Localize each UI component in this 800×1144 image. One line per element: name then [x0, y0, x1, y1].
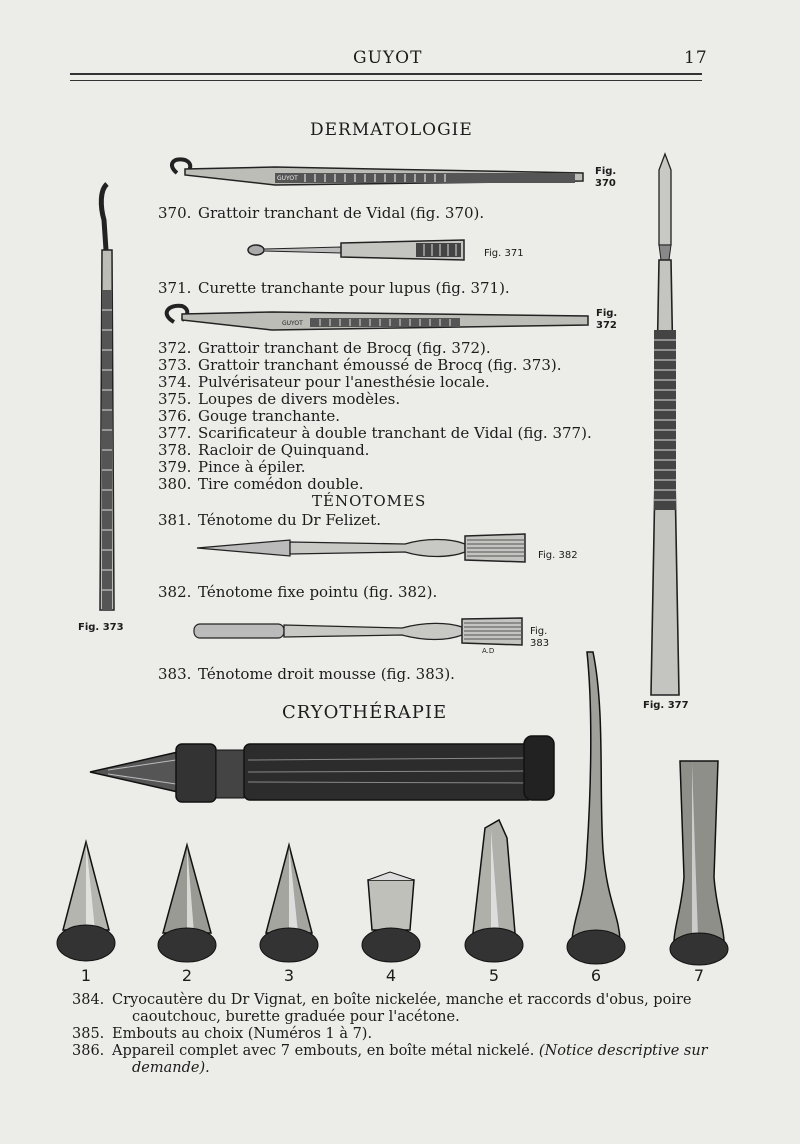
fig-label-370: Fig. 370	[595, 166, 617, 189]
list-item: 382. Ténotome fixe pointu (fig. 382).	[158, 583, 438, 601]
embout-7-illustration	[668, 757, 730, 965]
grattoir-vidal-illustration	[165, 155, 590, 190]
list-item: 379. Pince à épiler.	[158, 458, 306, 476]
tenotome-pointu-illustration	[195, 530, 530, 566]
fig-label-377: Fig. 377	[643, 700, 689, 711]
list-item: 381. Ténotome du Dr Felizet.	[158, 511, 381, 529]
curette-lupus-illustration	[246, 238, 471, 262]
header-rule-thin	[70, 80, 702, 81]
list-item: 384. Cryocautère du Dr Vignat, en boîte nickelée, manche et raccords d'obus, poire	[72, 992, 692, 1008]
tip-number-4: 4	[385, 966, 397, 985]
section-title-tenotomes: TÉNOTOMES	[312, 492, 427, 510]
grattoir-brocq-illustration	[160, 300, 592, 334]
list-item: 383. Ténotome droit mousse (fig. 383).	[158, 665, 455, 683]
tenotome-mousse-illustration	[192, 615, 527, 655]
list-item: 386. Appareil complet avec 7 embouts, en boîte métal nickelé. (Notice descriptive sur	[72, 1043, 708, 1059]
list-item: 370. Grattoir tranchant de Vidal (fig. 370).	[158, 204, 485, 222]
list-item: 371. Curette tranchante pour lupus (fig. 371).	[158, 279, 510, 297]
tip-number-2: 2	[181, 966, 193, 985]
header-rule	[70, 73, 702, 75]
embout-6-illustration	[565, 650, 627, 965]
list-item: 373. Grattoir tranchant émoussé de Brocq (fig. 373).	[158, 356, 562, 374]
list-item: 380. Tire comédon double.	[158, 475, 364, 493]
list-item: 372. Grattoir tranchant de Brocq (fig. 372).	[158, 339, 491, 357]
instrument-mark: GUYOT	[282, 320, 303, 327]
tip-number-7: 7	[693, 966, 705, 985]
running-header: GUYOT	[353, 48, 423, 68]
section-title-cryotherapie: CRYOTHÉRAPIE	[282, 702, 448, 723]
embout-1-illustration	[55, 840, 117, 965]
cryocautere-handle-illustration	[88, 730, 558, 805]
list-item: 385. Embouts au choix (Numéros 1 à 7).	[72, 1026, 373, 1042]
tip-number-3: 3	[283, 966, 295, 985]
fig-label-372: Fig. 372	[596, 308, 618, 331]
embout-3-illustration	[258, 843, 320, 965]
list-item: 376. Gouge tranchante.	[158, 407, 341, 425]
tip-number-1: 1	[80, 966, 92, 985]
page-number: 17	[684, 48, 708, 68]
tip-number-6: 6	[590, 966, 602, 985]
fig-label-383: Fig. 383	[530, 626, 550, 649]
list-item: 378. Racloir de Quinquand.	[158, 441, 370, 459]
instrument-mark: GUYOT	[277, 175, 298, 182]
list-item: 375. Loupes de divers modèles.	[158, 390, 401, 408]
embout-2-illustration	[156, 843, 218, 965]
fig-label-382: Fig. 382	[538, 550, 578, 561]
section-title-dermatologie: DERMATOLOGIE	[310, 120, 473, 140]
scarificateur-vidal-illustration	[645, 150, 685, 700]
fig-label-371: Fig. 371	[484, 248, 524, 259]
list-item-continuation: caoutchouc, burette graduée pour l'acétone.	[132, 1009, 460, 1025]
tip-number-5: 5	[488, 966, 500, 985]
grattoir-emousse-brocq-illustration	[92, 180, 122, 620]
fig-label-373: Fig. 373	[78, 622, 124, 633]
list-item: 377. Scarificateur à double tranchant de Vidal (fig. 377).	[158, 424, 592, 442]
list-item: 374. Pulvérisateur pour l'anesthésie locale.	[158, 373, 490, 391]
instrument-mark: A.D	[482, 647, 495, 655]
embout-4-illustration	[360, 870, 422, 965]
list-item-continuation: demande).	[132, 1060, 210, 1076]
embout-5-illustration	[463, 818, 525, 965]
